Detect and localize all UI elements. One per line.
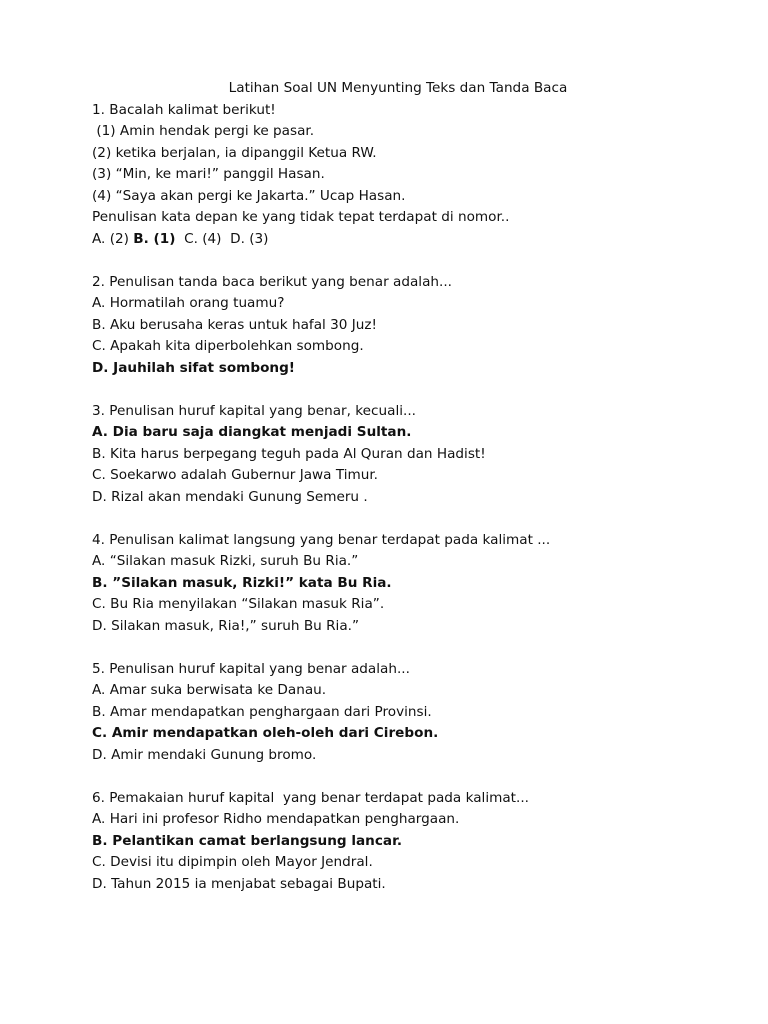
document-page xyxy=(92,78,692,895)
document-title: Latihan Soal UN Menyunting Teks dan Tanda Baca xyxy=(228,80,568,96)
spacer xyxy=(92,637,692,659)
question-1-option-c-d: C. (4) D. (3) xyxy=(175,230,269,247)
question-4-option-d: D. Silakan masuk, Ria!,” suruh Bu Ria.” xyxy=(92,617,360,634)
question-5-option-d: D. Amir mendaki Gunung bromo. xyxy=(92,746,317,763)
question-6-option-c: C. Devisi itu dipimpin oleh Mayor Jendral. xyxy=(92,854,373,870)
question-3-option-d: D. Rizal akan mendaki Gunung Semeru . xyxy=(92,488,368,505)
question-6-option-d: D. Tahun 2015 ia menjabat sebagai Bupati. xyxy=(92,875,386,892)
question-1-prompt: Penulisan kata depan ke yang tidak tepat terdapat di nomor.. xyxy=(92,209,510,225)
question-6-text: 6. Pemakaian huruf kapital yang benar terdapat pada kalimat... xyxy=(92,789,529,806)
question-3-option-c: C. Soekarwo adalah Gubernur Jawa Timur. xyxy=(92,467,379,483)
question-4-option-c: C. Bu Ria menyilakan “Silakan masuk Ria”. xyxy=(92,596,385,612)
question-5-option-a: A. Amar suka berwisata ke Danau. xyxy=(92,682,327,698)
question-4-option-b-correct: B. ”Silakan masuk, Rizki!” kata Bu Ria. xyxy=(92,574,392,591)
question-1-sentence-3: (3) “Min, ke mari!” panggil Hasan. xyxy=(92,166,325,182)
question-6-option-a: A. Hari ini profesor Ridho mendapatkan penghargaan. xyxy=(92,811,460,827)
question-1-sentence-1: (1) Amin hendak pergi ke pasar. xyxy=(92,123,315,139)
question-2-option-b: B. Aku berusaha keras untuk hafal 30 Juz! xyxy=(92,316,377,333)
spacer xyxy=(92,379,692,401)
question-4-text: 4. Penulisan kalimat langsung yang benar terdapat pada kalimat ... xyxy=(92,531,551,548)
question-5-option-c-correct: C. Amir mendapatkan oleh-oleh dari Cirebon. xyxy=(92,725,439,741)
spacer xyxy=(92,508,692,530)
question-5-option-b: B. Amar mendapatkan penghargaan dari Provinsi. xyxy=(92,703,432,720)
question-1-answers xyxy=(92,229,692,251)
question-1-option-b-correct: B. (1) xyxy=(133,230,176,247)
question-3-text: 3. Penulisan huruf kapital yang benar, kecuali... xyxy=(92,402,416,419)
question-4-option-a: A. “Silakan masuk Rizki, suruh Bu Ria.” xyxy=(92,553,359,569)
question-1-option-a: A. (2) xyxy=(92,230,134,247)
spacer xyxy=(92,766,692,788)
question-3-option-b: B. Kita harus berpegang teguh pada Al Quran dan Hadist! xyxy=(92,445,486,462)
question-2-option-d-correct: D. Jauhilah sifat sombong! xyxy=(92,359,296,376)
question-2-option-a: A. Hormatilah orang tuamu? xyxy=(92,295,285,311)
question-1-text: 1. Bacalah kalimat berikut! xyxy=(92,101,276,118)
question-5-text: 5. Penulisan huruf kapital yang benar adalah... xyxy=(92,660,410,677)
spacer xyxy=(92,250,692,272)
question-3-option-a-correct: A. Dia baru saja diangkat menjadi Sultan. xyxy=(92,424,412,440)
question-2-option-c: C. Apakah kita diperbolehkan sombong. xyxy=(92,338,364,354)
question-6-option-b-correct: B. Pelantikan camat berlangsung lancar. xyxy=(92,832,403,849)
question-1-sentence-2: (2) ketika berjalan, ia dipanggil Ketua RW. xyxy=(92,144,377,161)
question-1-sentence-4: (4) “Saya akan pergi ke Jakarta.” Ucap Hasan. xyxy=(92,187,406,204)
question-2-text: 2. Penulisan tanda baca berikut yang benar adalah... xyxy=(92,273,452,290)
